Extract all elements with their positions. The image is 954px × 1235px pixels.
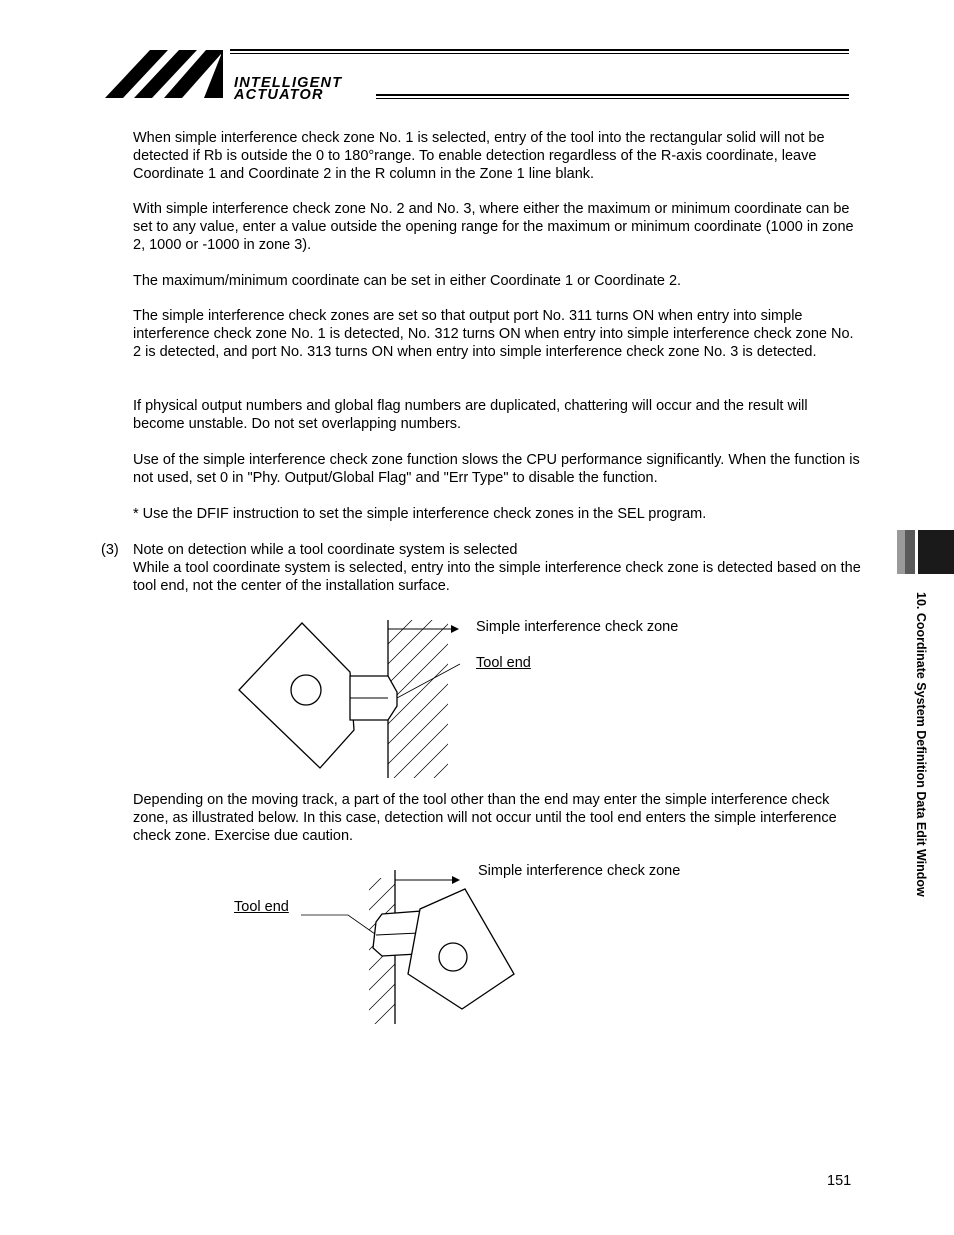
company-logo <box>100 44 860 104</box>
page-number: 151 <box>827 1173 852 1189</box>
paragraph-performance-note: Use of the simple interference check zone function slows the CPU performance significantly. When the function is not used, set 0 in "Phy. Output/Global Flag" and "Err Type" to disable the function. <box>133 452 860 486</box>
paragraph-duplicate-warning: If physical output numbers and global flag numbers are duplicated, chattering will occur and the result will become unstable. Do not set overlapping numbers. <box>133 398 808 432</box>
paragraph-zone1-note: When simple interference check zone No. 1 is selected, entry of the tool into the rectangular solid will not be detected if Rb is outside the 0 to 180°range. To enable detection regardless of the R-axis coordinate, leave Coordinate 1 and Coordinate 2 in the R column in the Zone 1 line blank. <box>133 130 825 182</box>
figure2-zone-label: Simple interference check zone <box>478 863 681 879</box>
logo-text-line2: ACTUATOR <box>234 87 324 103</box>
paragraph-moving-track: Depending on the moving track, a part of the tool other than the end may enter the simple interference check zone, as illustrated below. In this case, detection will not occur until the tool end enters the simple interference check zone. Exercise due caution. <box>133 792 837 844</box>
figure2-diagram <box>295 864 525 1026</box>
paragraph-zone2-3-note: With simple interference check zone No. 2 and No. 3, where either the maximum or minimum coordinate can be set to any value, enter a value outside the opening range for the maximum or minimum coordinate (1000 in zone 2, 1000 or -1000 in zone 3). <box>133 201 854 253</box>
logo-text-line1: INTELLIGENT <box>234 75 343 91</box>
section-body: While a tool coordinate system is selected, entry into the simple interference check zone is detected based on the tool end, not the center of the installation surface. <box>133 560 861 594</box>
chapter-tab-block <box>918 530 954 574</box>
chapter-tab-stripe-light <box>897 530 905 574</box>
chapter-title-vertical: 10. Coordinate System Definition Data Edit Window <box>914 592 928 897</box>
figure1-tool-label: Tool end <box>476 655 531 671</box>
section-heading: Note on detection while a tool coordinate system is selected <box>133 542 518 558</box>
paragraph-output-ports: The simple interference check zones are set so that output port No. 311 turns ON when entry into simple interference check zone No. 1 is detected, No. 312 turns ON when entry into simple interference check zone No. 2 is detected, and port No. 313 turns ON when entry into simple interference check zone No. 3 is detected. <box>133 308 854 360</box>
figure1-zone-label: Simple interference check zone <box>476 619 679 635</box>
figure1-diagram <box>230 612 480 782</box>
section-number: (3) <box>101 542 119 558</box>
chapter-tab-stripe-mid <box>905 530 915 574</box>
paragraph-dfif-note: * Use the DFIF instruction to set the simple interference check zones in the SEL program. <box>133 506 707 522</box>
paragraph-max-min-note: The maximum/minimum coordinate can be set in either Coordinate 1 or Coordinate 2. <box>133 273 682 289</box>
figure2-tool-label: Tool end <box>234 899 289 915</box>
